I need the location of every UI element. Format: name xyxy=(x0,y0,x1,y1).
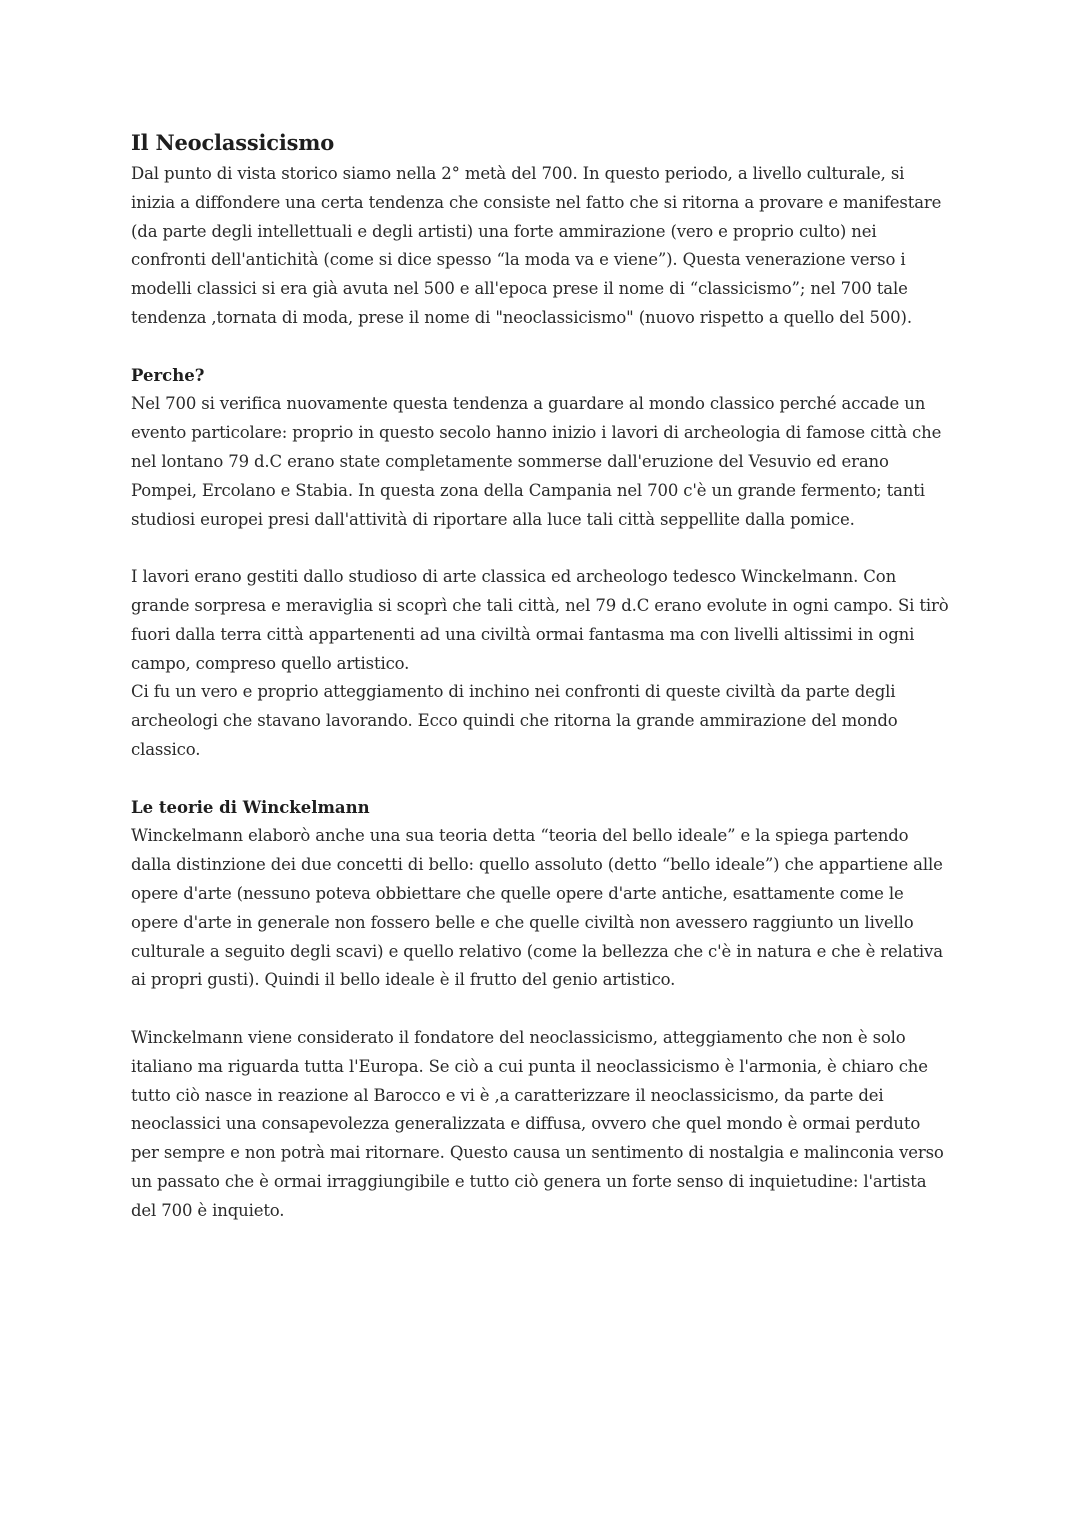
works-paragraph-2: Ci fu un vero e proprio atteggiamento di inchino nei confronti di queste civiltà da parte degli archeologi che stavano lavorando. Ecco quindi che ritorna la grande ammirazione del mondo classico. xyxy=(131,682,898,759)
works-paragraph-1: I lavori erano gestiti dallo studioso di arte classica ed archeologo tedesco Winckelmann. Con grande sorpresa e meraviglia si scoprì che tali città, nel 79 d.C erano evolute in ogni campo. Si tirò fuori dalla terra città appartenenti ad una civiltà ormai fantasma ma con livelli altissimi in ogni campo, compreso quello artistico. xyxy=(131,567,949,673)
paragraph-spacer xyxy=(131,765,953,794)
paragraph-spacer xyxy=(131,534,953,563)
perche-paragraph: Nel 700 si verifica nuovamente questa tendenza a guardare al mondo classico perché accade un evento particolare: proprio in questo secolo hanno inizio i lavori di archeologia di famose città che nel lontano 79 d.C erano state completamente sommerse dall'eruzione del Vesuvio ed erano Pompei, Ercolano e Stabia. In questa zona della Campania nel 700 c'è un grande fermento; tanti studiosi europei presi dall'attività di riportare alla luce tali città seppellite dalla pomice. xyxy=(131,394,942,529)
section-heading-teorie: Le teorie di Winckelmann xyxy=(131,797,370,817)
closing-paragraph: Winckelmann viene considerato il fondatore del neoclassicismo, atteggiamento che non è solo italiano ma riguarda tutta l'Europa. Se ciò a cui punta il neoclassicismo è l'armonia, è chiaro che tutto ciò nasce in reazione al Barocco e vi è ,a caratterizzare il neoclassicismo, da parte dei neoclassici una consapevolezza generalizzata e diffusa, ovvero che quel mondo è ormai perduto per sempre e non potrà mai ritornare. Questo causa un sentimento di nostalgia e malinconia verso un passato che è ormai irraggiungibile e tutto ciò genera un forte senso di inquietudine: l'artista del 700 è inquieto. xyxy=(131,1027,944,1220)
paragraph-spacer xyxy=(131,995,953,1024)
teorie-paragraph: Winckelmann elaborò anche una sua teoria detta “teoria del bello ideale” e la spiega partendo dalla distinzione dei due concetti di bello: quello assoluto (detto “bello ideale”) che appartiene alle opere d'arte (nessuno poteva obbiettare che quelle opere d'arte antiche, esattamente come le opere d'arte in generale non fossero belle e che quelle civiltà non avessero raggiunto un livello culturale a seguito degli scavi) e quello relativo (come la bellezza che c'è in natura e che è relativa ai propri gusti). Quindi il bello ideale è il frutto del genio artistico. xyxy=(131,826,943,990)
document-page xyxy=(131,128,953,1225)
document-title: Il Neoclassicismo xyxy=(131,130,335,155)
paragraph-spacer xyxy=(131,333,953,362)
section-heading-perche: Perche? xyxy=(131,365,205,385)
intro-paragraph: Dal punto di vista storico siamo nella 2° metà del 700. In questo periodo, a livello culturale, si inizia a diffondere una certa tendenza che consiste nel fatto che si ritorna a provare e manifestare (da parte degli intellettuali e degli artisti) una forte ammirazione (vero e proprio culto) nei confronti dell'antichità (come si dice spesso “la moda va e viene”). Questa venerazione verso i modelli classici si era già avuta nel 500 e all'epoca prese il nome di “classicismo”; nel 700 tale tendenza ,tornata di moda, prese il nome di "neoclassicismo" (nuovo rispetto a quello del 500). xyxy=(131,164,942,327)
